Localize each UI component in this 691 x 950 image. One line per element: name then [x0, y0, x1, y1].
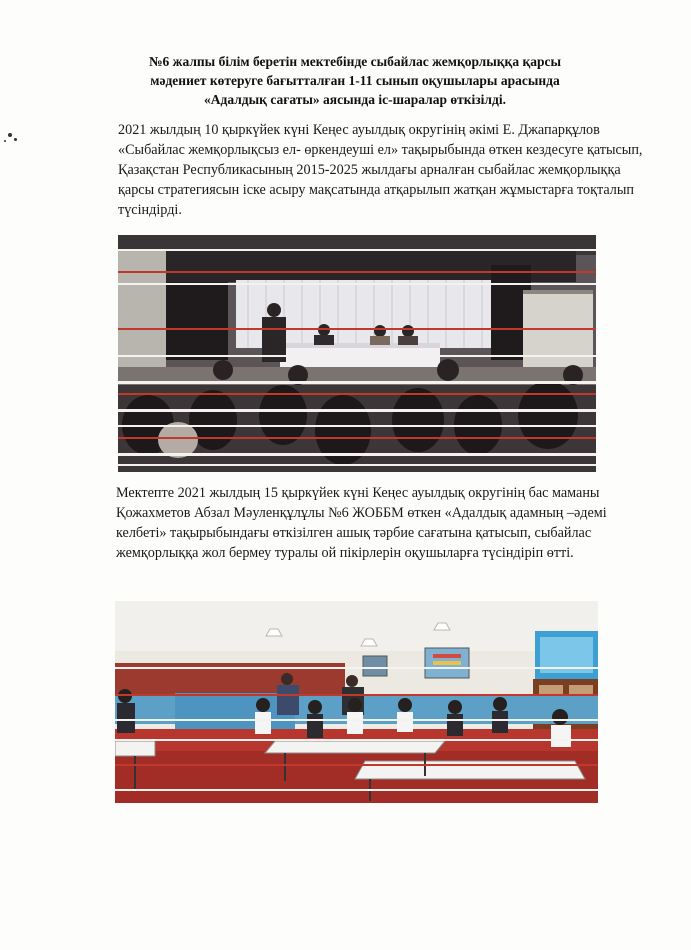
paragraph-2: Мектепте 2021 жылдың 15 қыркүйек күні Кеңес ауылдық округінің бас маманы Қожахметов Абзал Мәуленқұлұлы №6 ЖОББМ өткен «Адалдық адамның –әдемі келбеті» тақырыбындағы өткізілген ашық тәрбие сағатына қатысып, сыбайлас жемқорлыққа жол бермеу туралы ой пікірлерін оқушыларға түсіндіріп өтті. — [116, 485, 607, 561]
document-title: №6 жалпы білім беретін мектебінде сыбайлас жемқорлыққа қарсы мәдениет көтеруге бағытталған 1-11 сынып оқушылары арасында «Адалдық сағаты» аясында іс-шаралар өткізілді. — [148, 54, 562, 107]
scan-speck — [8, 133, 12, 137]
photo-classroom — [115, 601, 598, 803]
scan-speck — [14, 138, 17, 141]
meeting-hall-image — [118, 235, 596, 472]
photo-meeting-hall — [118, 235, 596, 472]
scan-speck — [4, 140, 6, 142]
classroom-image — [115, 601, 598, 803]
paragraph-1: 2021 жылдың 10 қыркүйек күні Кеңес ауылдық округінің әкімі Е. Джапарқұлов «Сыбайлас жемқорлықсыз ел- өркендеуші ел» тақырыбында өткен кездесуге қатысып, Қазақстан Республикасының 2015-2025 жылдағы арналған сыбайлас жемқорлыққа қарсы стратегиясын іске асыру мақсатында атқарылып жатқан жұмыстарға тоқталып түсіндірді. — [118, 122, 643, 218]
